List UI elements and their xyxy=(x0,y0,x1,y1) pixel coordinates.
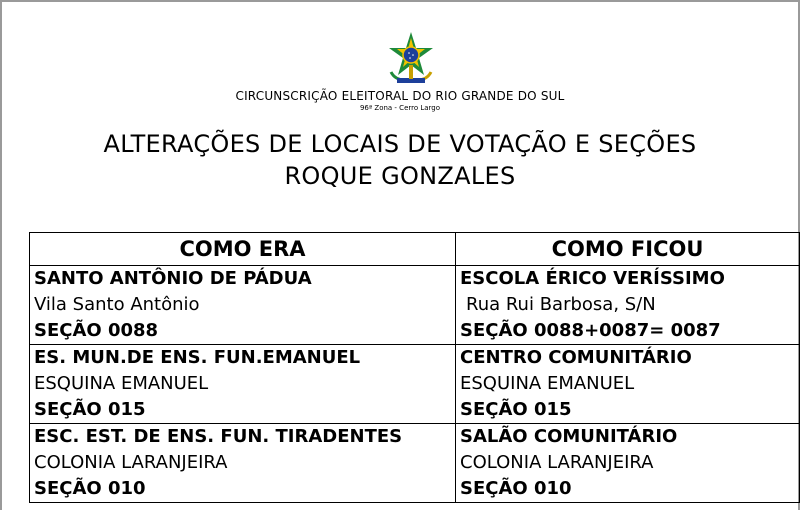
local-address: COLONIA LARANJEIRA xyxy=(34,452,228,473)
local-address: Vila Santo Antônio xyxy=(34,294,200,315)
local-name: ES. MUN.DE ENS. FUN.EMANUEL xyxy=(34,347,361,368)
column-header-before: COMO ERA xyxy=(30,233,456,266)
circunscricao-heading: CIRCUNSCRIÇÃO ELEITORAL DO RIO GRANDE DO SUL xyxy=(235,89,565,103)
after-cell xyxy=(456,424,800,503)
after-cell xyxy=(456,266,800,345)
page-frame-top xyxy=(0,0,800,2)
secao-label: SEÇÃO 015 xyxy=(34,399,146,420)
table-row xyxy=(30,424,800,503)
local-name: SALÃO COMUNITÁRIO xyxy=(460,426,678,447)
local-address: COLONIA LARANJEIRA xyxy=(460,452,654,473)
secao-label: SEÇÃO 0088+0087= 0087 xyxy=(460,320,721,341)
zona-subheading: 96ª Zona - Cerro Largo xyxy=(359,104,441,112)
local-name: ESC. EST. DE ENS. FUN. TIRADENTES xyxy=(34,426,403,447)
table-row xyxy=(30,266,800,345)
secao-label: SEÇÃO 010 xyxy=(460,478,572,499)
coat-of-arms-icon xyxy=(385,30,437,86)
after-cell xyxy=(456,345,800,424)
secao-label: SEÇÃO 010 xyxy=(34,478,146,499)
local-name: SANTO ANTÔNIO DE PÁDUA xyxy=(34,268,312,289)
local-address: Rua Rui Barbosa, S/N xyxy=(466,294,656,315)
column-header-after: COMO FICOU xyxy=(456,233,800,266)
before-cell xyxy=(30,424,456,503)
local-address: ESQUINA EMANUEL xyxy=(34,373,209,394)
local-name: ESCOLA ÉRICO VERÍSSIMO xyxy=(460,268,725,289)
secao-label: SEÇÃO 015 xyxy=(460,399,572,420)
municipality-title: ROQUE GONZALES xyxy=(284,162,516,190)
changes-table xyxy=(29,232,800,503)
local-address: ESQUINA EMANUEL xyxy=(460,373,635,394)
before-cell xyxy=(30,266,456,345)
table-row xyxy=(30,345,800,424)
document-title: ALTERAÇÕES DE LOCAIS DE VOTAÇÃO E SEÇÕES xyxy=(103,130,697,158)
table-header-row xyxy=(30,233,800,266)
before-cell xyxy=(30,345,456,424)
local-name: CENTRO COMUNITÁRIO xyxy=(460,347,692,368)
secao-label: SEÇÃO 0088 xyxy=(34,320,159,341)
page-frame-left xyxy=(0,0,2,510)
